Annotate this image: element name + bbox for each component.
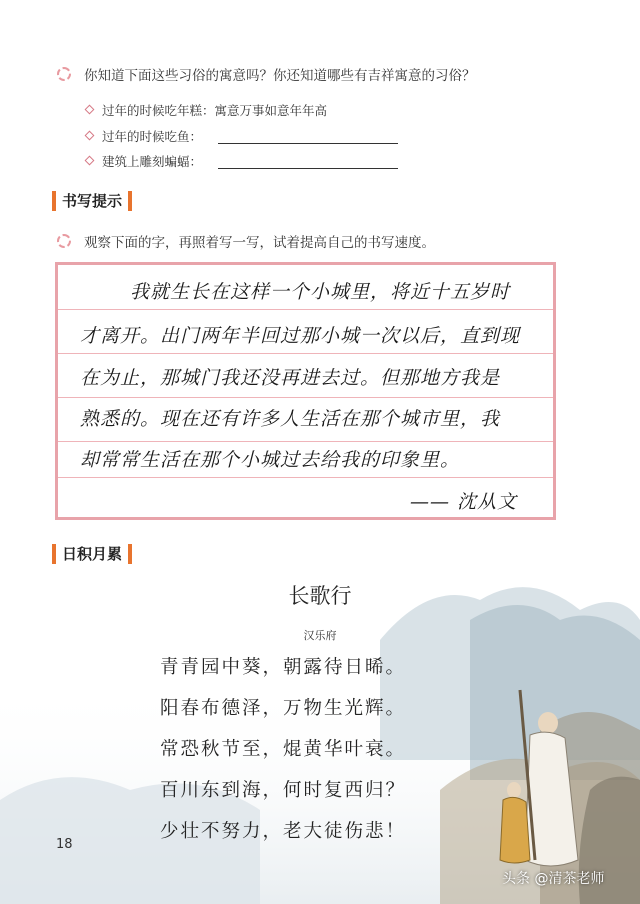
custom-item-1: 过年的时候吃年糕：寓意万事如意年年高 xyxy=(102,103,328,118)
poem-line-1: 青青园中葵，朝露待日晞。 xyxy=(160,657,407,678)
answer-blank-2[interactable] xyxy=(218,168,398,169)
diamond-bullet-icon xyxy=(85,156,95,166)
page-number: 18 xyxy=(56,837,73,852)
ruled-line xyxy=(58,441,553,442)
ruled-line xyxy=(58,309,553,310)
handwriting-line-3: 在为止，那城门我还没再进去过。但那地方我是 xyxy=(80,367,501,389)
section-bar-icon xyxy=(52,191,56,211)
section-bar-icon xyxy=(128,544,132,564)
handwriting-line-2: 才离开。出门两年半回过那小城一次以后，直到现 xyxy=(80,325,521,347)
diamond-bullet-icon xyxy=(85,105,95,115)
poem-line-3: 常恐秋节至，焜黄华叶衰。 xyxy=(160,739,407,760)
answer-blank-1[interactable] xyxy=(218,143,398,144)
poem-author: 汉乐府 xyxy=(303,629,337,642)
question-bullet-icon xyxy=(57,67,71,81)
diamond-bullet-icon xyxy=(85,131,95,141)
section-title: 书写提示 xyxy=(62,192,123,210)
landscape-illustration xyxy=(0,560,640,904)
ruled-line xyxy=(58,477,553,478)
section-writing-tips xyxy=(52,190,132,211)
poem-line-5: 少壮不努力，老大徒伤悲！ xyxy=(160,821,407,842)
poem-line-4: 百川东到海，何时复西归？ xyxy=(160,780,407,801)
section-bar-icon xyxy=(52,544,56,564)
section-title: 日积月累 xyxy=(62,545,123,563)
question-1-text: 你知道下面这些习俗的寓意吗？你还知道哪些有吉祥寓意的习俗？ xyxy=(84,68,476,84)
poem-title: 长歌行 xyxy=(288,584,352,608)
handwriting-line-1: 我就生长在这样一个小城里，将近十五岁时 xyxy=(130,281,511,303)
custom-item-3: 建筑上雕刻蝙蝠： xyxy=(102,154,203,169)
poem-line-2: 阳春布德泽，万物生光辉。 xyxy=(160,698,407,719)
section-bar-icon xyxy=(128,191,132,211)
handwriting-practice-box xyxy=(55,262,556,520)
handwriting-line-5: 却常常生活在那个小城过去给我的印象里。 xyxy=(80,449,461,471)
section-daily-accumulation xyxy=(52,543,132,564)
question-2-text: 观察下面的字，再照着写一写，试着提高自己的书写速度。 xyxy=(84,235,435,251)
ruled-line xyxy=(58,397,553,398)
handwriting-line-4: 熟悉的。现在还有许多人生活在那个城市里，我 xyxy=(80,408,501,430)
watermark-text: 头条 @清茶老师 xyxy=(502,871,605,887)
question-bullet-icon xyxy=(57,234,71,248)
handwriting-signature: —— 沈从文 xyxy=(410,491,518,513)
ruled-line xyxy=(58,353,553,354)
custom-item-2: 过年的时候吃鱼： xyxy=(102,129,203,144)
